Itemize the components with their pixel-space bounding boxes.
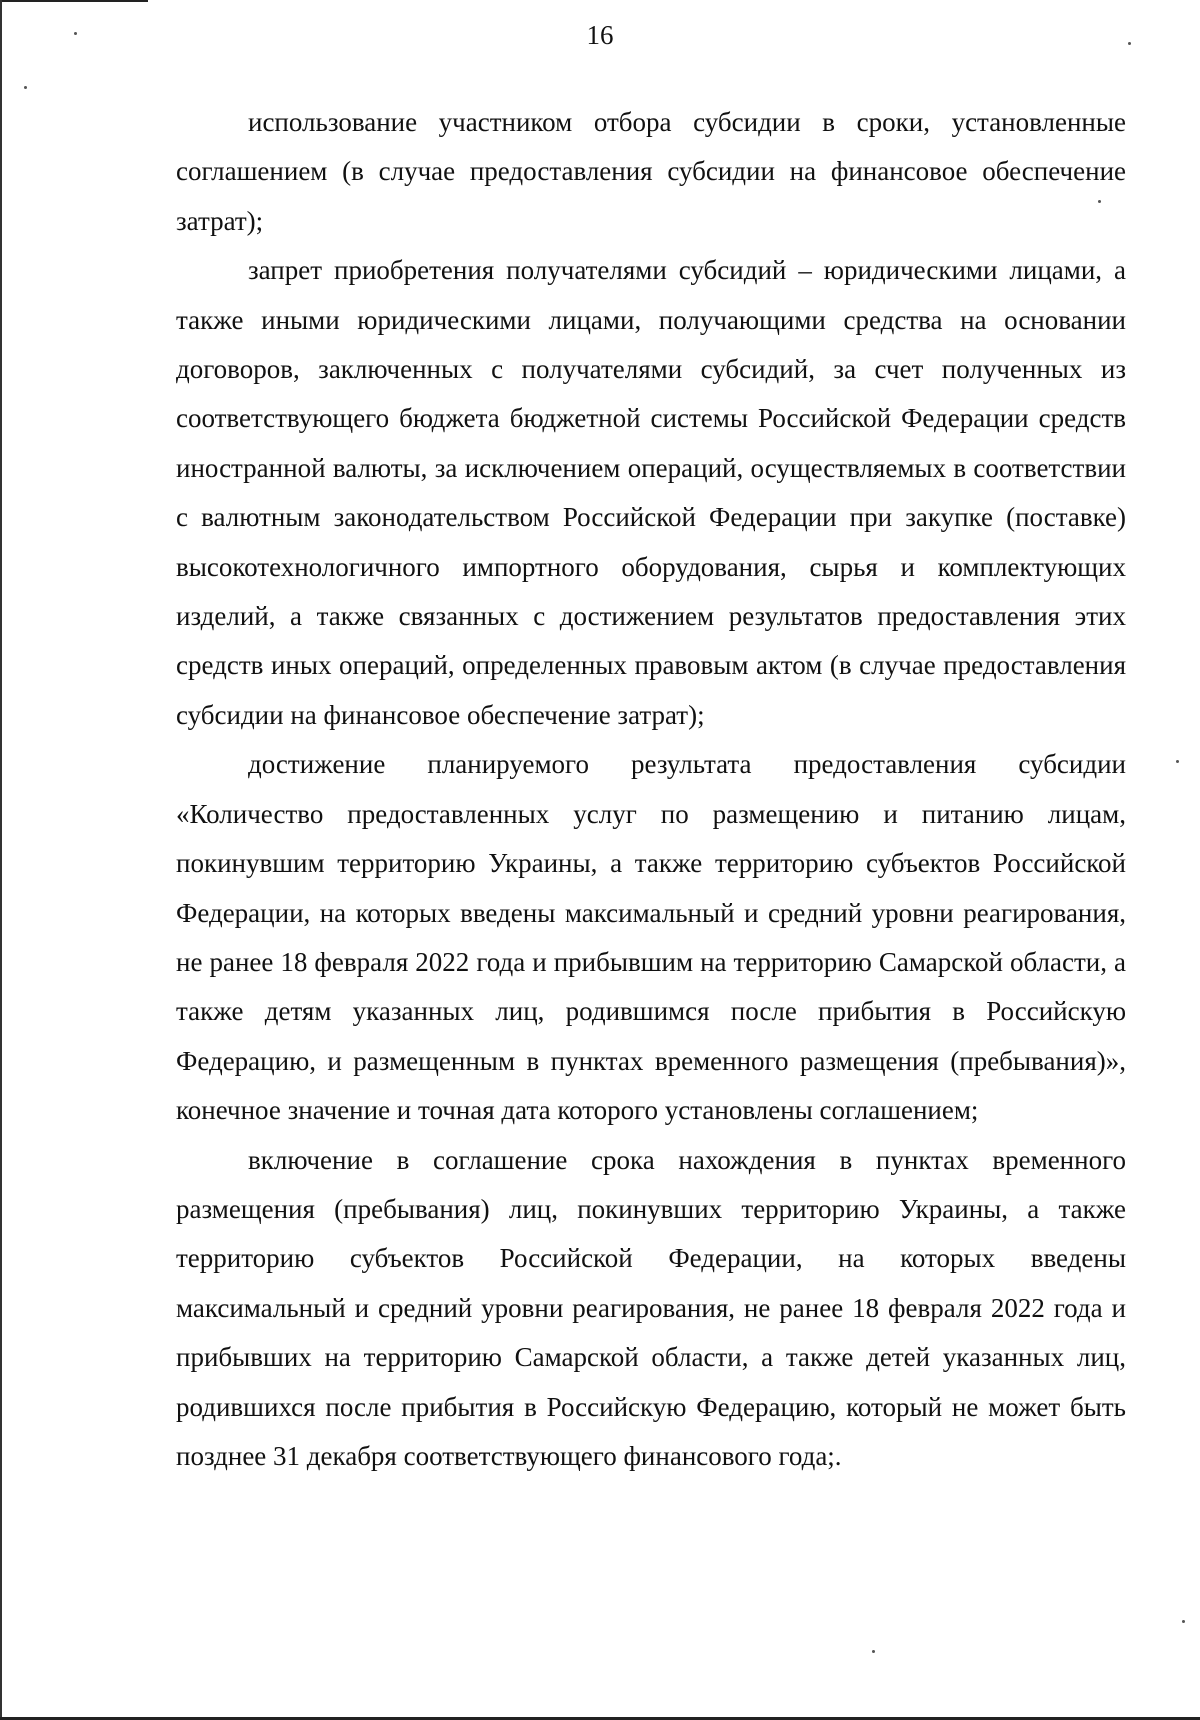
paragraph-stay-period: включение в соглашение срока нахождения в пунктах временного размещения (пребывания) лиц, покинувших территорию Украины, а также территорию субъектов Российской Федерации, на которых введены максимальный и средний уровни реагирования, не ранее 18 февраля 2022 года и прибывших на территорию Самарской области, а также детей указанных лиц, родившихся после прибытия в Российскую Федерацию, который не может быть позднее 31 декабря соответствующего финансового года;. [176,1144,1126,1471]
paragraph-planned-result: достижение планируемого результата предоставления субсидии «Количество предоставленных услуг по размещению и питанию лицам, покинувшим территорию Украины, а также территорию субъектов Российской Федерации, на которых введены максимальный и средний уровни реагирования, не ранее 18 февраля 2022 года и прибывшим на территорию Самарской области, а также детям указанных лиц, родившимся после прибытия в Российскую Федерацию, и размещенным в пунктах временного размещения (пребывания)», конечное значение и точная дата которого установлены соглашением; [176,749,1126,1126]
scan-speck [24,86,27,89]
scan-edge-top [0,0,148,2]
scan-speck [1176,760,1179,763]
paragraph-subsidy-use: использование участником отбора субсидии в сроки, установленные соглашением (в случае предоставления субсидии на финансовое обеспечение затрат); [176,107,1126,236]
scan-speck [1182,1620,1185,1623]
scan-edge-left [0,0,2,1720]
paragraph-currency-prohibition: запрет приобретения получателями субсидий – юридическими лицами, а также иными юридическими лицами, получающими средства на основании договоров, заключенных с получателями субсидий, за счет полученных из соответствующего бюджета бюджетной системы Российской Федерации средств иностранной валюты, за исключением операций, осуществляемых в соответствии с валютным законодательством Российской Федерации при закупке (поставке) высокотехнологичного импортного оборудования, сырья и комплектующих изделий, а также связанных с достижением результатов предоставления этих средств иных операций, определенных правовым актом (в случае предоставления субсидии на финансовое обеспечение затрат); [176,255,1126,730]
scan-speck [872,1650,875,1653]
page-number: 16 [586,20,614,50]
document-body [176,98,1126,1481]
